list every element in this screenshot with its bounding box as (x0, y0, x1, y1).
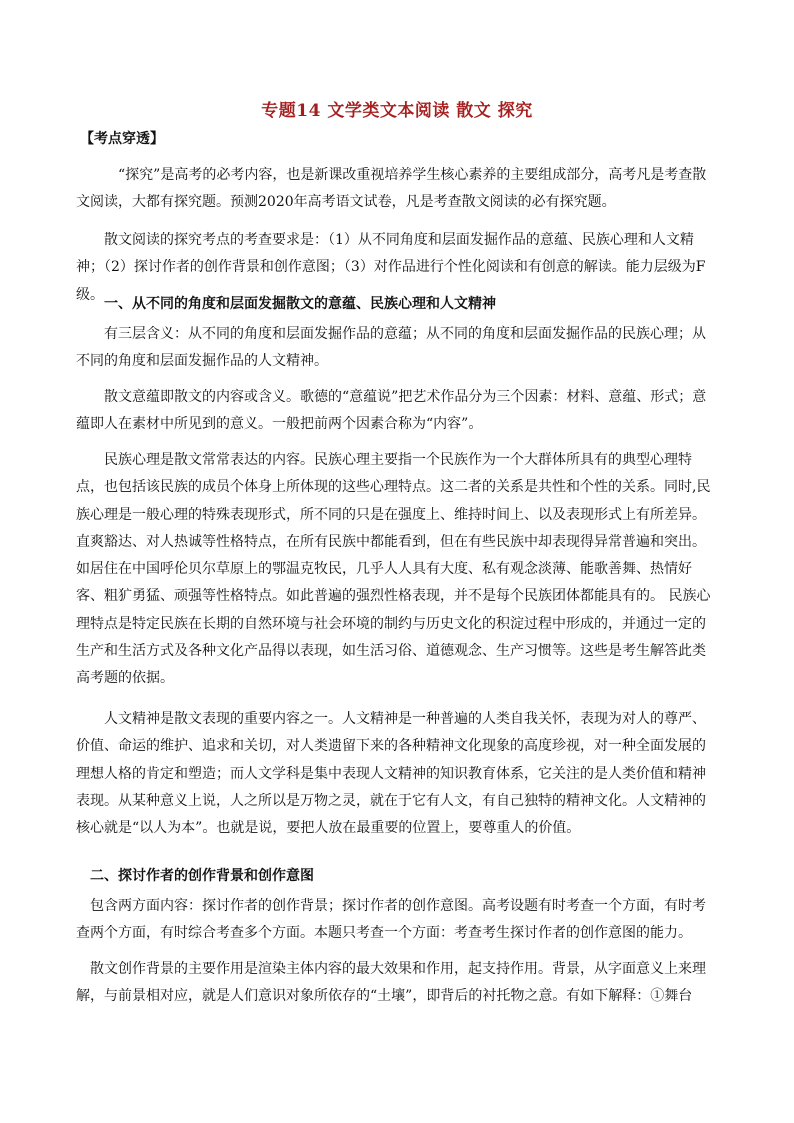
page-title: 专题14 文学类文本阅读 散文 探究 (261, 101, 533, 121)
heading-section-two: 二、探讨作者的创作背景和创作意图 (90, 868, 314, 884)
heading-section-one: 一、从不同的角度和层面发掘散文的意蕴、民族心理和人文精神 (104, 296, 496, 312)
paragraph-humanistic-spirit: 人文精神是散文表现的重要内容之一。人文精神是一种普遍的人类自我关怀，表现为对人的尊严、价值、命运的维护、追求和关切，对人类遗留下来的各种精神文化现象的高度珍视，对一种全面发展的理想人格的肯定和塑造；而人文学科是集中表现人文精神的知识教育体系，它关注的是人类价值和精神表现。从某种意义上说，人之所以是万物之灵，就在于它有人文，有自己独特的精神文化。人文精神的核心就是“以人为本”。也就是说，要把人放在最重要的位置上，要尊重人的价值。 (76, 711, 706, 837)
paragraph-intro: “探究”是高考的必考内容，也是新课改重视培养学生核心素养的主要组成部分，高考凡是考查散文阅读，大都有探究题。预测2020年高考语文试卷，凡是考查散文阅读的必有探究题。 (76, 167, 707, 211)
paragraph-yiyun: 散文意蕴即散文的内容或含义。歌德的“意蕴说”把艺术作品分为三个因素：材料、意蕴、形式；意蕴即人在素材中所见到的意义。一般把前两个因素合称为“内容”。 (76, 389, 707, 433)
section-tag: 【考点穿透】 (80, 131, 164, 147)
paragraph-national-psychology: 民族心理是散文常常表达的内容。民族心理主要指一个民族作为一个大群体所具有的典型心理特点，也包括该民族的成员个体身上所体现的这些心理特点。这二者的关系是共性和个性的关系。同时,民族心理是一般心理的特殊表现形式，所不同的只是在强度上、维持时间上、以及表现形式上有所差异。直爽豁达、对人热诚等性格特点，在所有民族中都能看到，但在有些民族中却表现得异常普遍和突出。如居住在中国呼伦贝尔草原上的鄂温克牧民，几乎人人具有大度、私有观念淡薄、能歌善舞、热情好客、粗犷勇猛、顽强等性格特点。如此普遍的强烈性格表现，并不是每个民族团体都能具有的。 民族心理特点是特定民族在长期的自然环境与社会环境的制约与历史文化的积淀过程中形成的，并通过一定的生产和生活方式及各种文化产品得以表现，如生活习俗、道德观念、生产习惯等。这些是考生解答此类高考题的依据。 (76, 452, 711, 687)
paragraph-three-meanings: 有三层含义：从不同的角度和层面发掘作品的意蕴；从不同的角度和层面发掘作品的民族心理；从不同的角度和层面发掘作品的人文精神。 (76, 326, 706, 370)
paragraph-background: 散文创作背景的主要作用是渲染主体内容的最大效果和作用，起支持作用。背景，从字面意义上来理解，与前景相对应，就是人们意识对象所依存的“土壤”，即背后的衬托物之意。有如下解释：①舞台 (76, 961, 706, 1005)
paragraph-two-aspects: 包含两方面内容：探讨作者的创作背景；探讨作者的创作意图。高考设题有时考查一个方面，有时考查两个方面，有时综合考查多个方面。本题只考查一个方面：考查考生探讨作者的创作意图的能力。 (76, 898, 706, 942)
paragraph-requirements: 散文阅读的探究考点的考查要求是：（1）从不同角度和层面发掘作品的意蕴、民族心理和人文精神；（2）探讨作者的创作背景和创作意图；（3）对作品进行个性化阅读和有创意的解读。能力层级为F级。 (76, 232, 706, 303)
